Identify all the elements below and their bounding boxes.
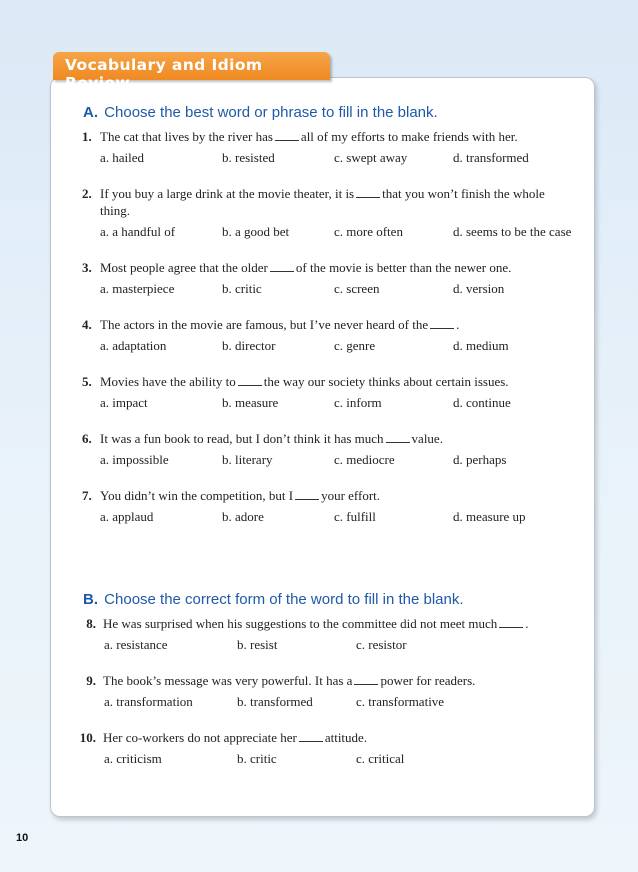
question-stem — [100, 185, 545, 202]
section-a-instruction: Choose the best word or phrase to fill in the blank. — [104, 104, 438, 121]
question-continuation: thing. — [100, 203, 130, 218]
question-8 — [72, 615, 592, 653]
answer-option[interactable]: b. a good bet — [222, 224, 290, 239]
question-text-after: that you won’t finish the whole — [382, 186, 545, 201]
answer-options — [82, 149, 592, 166]
answer-blank[interactable] — [354, 674, 378, 685]
answer-option[interactable]: b. literary — [222, 452, 273, 467]
question-number: 6. — [82, 431, 92, 446]
answer-option[interactable]: c. inform — [334, 395, 382, 410]
question-5 — [82, 373, 592, 411]
answer-option[interactable]: b. critic — [222, 281, 262, 296]
answer-option[interactable]: d. perhaps — [453, 452, 507, 467]
answer-blank[interactable] — [499, 617, 523, 628]
question-number: 4. — [82, 317, 92, 332]
section-b-heading — [83, 591, 464, 608]
question-10 — [72, 729, 592, 767]
question-text-before: If you buy a large drink at the movie theater, it is — [100, 186, 355, 201]
question-number: 2. — [82, 186, 92, 201]
answer-blank[interactable] — [356, 187, 380, 198]
answer-option[interactable]: a. applaud — [100, 509, 154, 524]
question-number: 1. — [82, 129, 92, 144]
question-4 — [82, 316, 592, 354]
question-text-before: The book’s message was very powerful. It has a — [103, 673, 353, 688]
answer-option[interactable]: b. resisted — [222, 150, 275, 165]
question-text-after: value. — [411, 431, 443, 446]
answer-blank[interactable] — [430, 318, 454, 329]
answer-options — [82, 394, 592, 411]
question-number: 7. — [82, 488, 92, 503]
answer-options — [82, 451, 592, 468]
answer-option[interactable]: c. swept away — [334, 150, 408, 165]
answer-option[interactable]: d. measure up — [453, 509, 526, 524]
answer-option[interactable]: d. transformed — [453, 150, 529, 165]
section-b-instruction: Choose the correct form of the word to fill in the blank. — [104, 591, 464, 608]
answer-option[interactable]: a. masterpiece — [100, 281, 175, 296]
answer-option[interactable]: c. critical — [356, 751, 405, 766]
answer-option[interactable]: c. fulfill — [334, 509, 376, 524]
section-b-letter: B. — [83, 591, 98, 608]
question-number: 5. — [82, 374, 92, 389]
answer-blank[interactable] — [270, 261, 294, 272]
answer-options — [72, 636, 592, 653]
answer-options — [72, 750, 592, 767]
question-7 — [82, 487, 592, 525]
answer-option[interactable]: d. seems to be the case — [453, 224, 572, 239]
question-number: 8. — [86, 616, 96, 631]
answer-options — [82, 508, 592, 525]
answer-options — [82, 223, 592, 240]
question-stem — [103, 729, 367, 746]
question-text-after: attitude. — [324, 730, 368, 745]
answer-options — [82, 337, 592, 354]
answer-option[interactable]: b. adore — [222, 509, 264, 524]
question-text-before: Most people agree that the older — [100, 260, 268, 275]
question-text-after: . — [525, 616, 529, 631]
question-number: 10. — [79, 730, 96, 745]
question-text-before: You didn’t win the competition, but I — [100, 488, 294, 503]
question-text-before: It was a fun book to read, but I don’t think it has much — [100, 431, 384, 446]
answer-option[interactable]: b. director — [222, 338, 276, 353]
question-text-before: The actors in the movie are famous, but I’ve never heard of the — [100, 317, 429, 332]
answer-option[interactable]: a. hailed — [100, 150, 145, 165]
section-title-tab — [53, 52, 330, 92]
question-text-before: He was surprised when his suggestions to the committee did not meet much — [103, 616, 498, 631]
question-6 — [82, 430, 592, 468]
answer-option[interactable]: d. version — [453, 281, 505, 296]
answer-option[interactable]: a. transformation — [104, 694, 193, 709]
question-stem — [100, 316, 459, 333]
question-3 — [82, 259, 592, 297]
question-text-after: of the movie is better than the newer one. — [295, 260, 512, 275]
question-number: 9. — [86, 673, 96, 688]
question-9 — [72, 672, 592, 710]
question-stem — [100, 128, 518, 145]
question-text-after: the way our society thinks about certain issues. — [263, 374, 509, 389]
question-text-after: your effort. — [321, 488, 381, 503]
answer-option[interactable]: b. transformed — [237, 694, 313, 709]
answer-option[interactable]: a. impossible — [100, 452, 169, 467]
question-stem — [100, 259, 511, 276]
question-text-before: The cat that lives by the river has — [100, 129, 273, 144]
question-text-after: . — [456, 317, 460, 332]
question-text-before: Her co-workers do not appreciate her — [103, 730, 297, 745]
question-stem — [100, 430, 443, 447]
answer-option[interactable]: c. transformative — [356, 694, 445, 709]
answer-options — [82, 280, 592, 297]
answer-option[interactable]: a. a handful of — [100, 224, 176, 239]
answer-blank[interactable] — [275, 130, 299, 141]
section-title: Vocabulary and Idiom Review — [65, 56, 263, 92]
page-number: 10 — [16, 832, 29, 844]
answer-option[interactable]: b. measure — [222, 395, 279, 410]
question-text-before: Movies have the ability to — [100, 374, 236, 389]
answer-option[interactable]: c. resistor — [356, 637, 407, 652]
answer-option[interactable]: a. resistance — [104, 637, 168, 652]
answer-option[interactable]: d. medium — [453, 338, 509, 353]
answer-blank[interactable] — [295, 489, 319, 500]
answer-option[interactable]: a. adaptation — [100, 338, 167, 353]
section-a-heading — [83, 104, 438, 121]
answer-option[interactable]: a. impact — [100, 395, 148, 410]
question-stem — [100, 373, 509, 390]
question-text-after: all of my efforts to make friends with her. — [300, 129, 518, 144]
question-1 — [82, 128, 592, 166]
section-a-letter: A. — [83, 104, 98, 121]
question-2 — [82, 185, 592, 240]
question-stem — [100, 487, 380, 504]
answer-options — [72, 693, 592, 710]
answer-option[interactable]: b. resist — [237, 637, 278, 652]
question-text-after: power for readers. — [380, 673, 476, 688]
question-number: 3. — [82, 260, 92, 275]
answer-option[interactable]: c. screen — [334, 281, 380, 296]
question-stem — [103, 672, 475, 689]
answer-option[interactable]: a. criticism — [104, 751, 162, 766]
answer-blank[interactable] — [238, 375, 262, 386]
answer-option[interactable]: c. mediocre — [334, 452, 395, 467]
answer-blank[interactable] — [299, 731, 323, 742]
answer-option[interactable]: c. more often — [334, 224, 403, 239]
answer-blank[interactable] — [386, 432, 410, 443]
answer-option[interactable]: c. genre — [334, 338, 376, 353]
answer-option[interactable]: d. continue — [453, 395, 511, 410]
question-stem — [103, 615, 529, 632]
answer-option[interactable]: b. critic — [237, 751, 277, 766]
